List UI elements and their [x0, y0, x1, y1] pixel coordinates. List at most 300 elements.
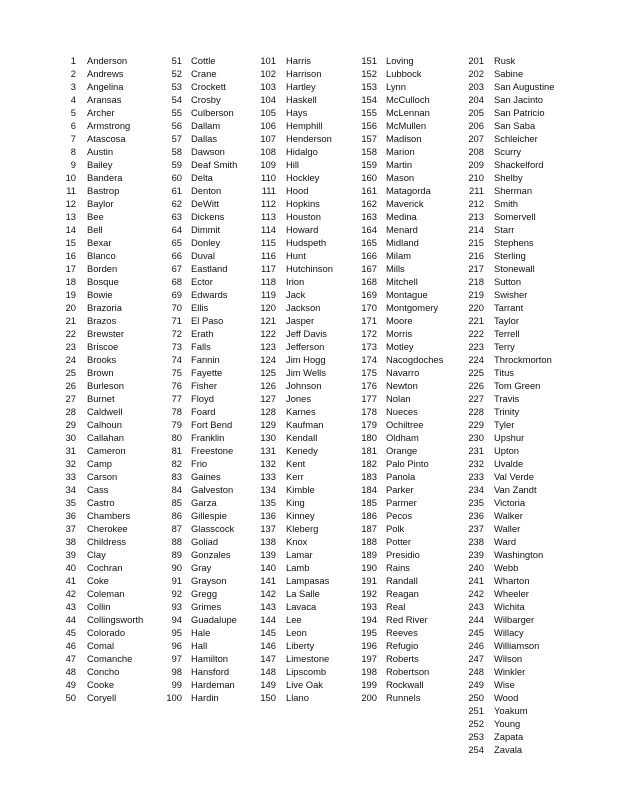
county-number: 126 [260, 380, 276, 391]
county-name: Jackson [286, 302, 321, 313]
county-number: 203 [468, 81, 484, 92]
county-name: San Augustine [494, 81, 555, 92]
county-name: Dimmit [191, 224, 221, 235]
county-number: 17 [65, 263, 76, 274]
county-number: 101 [260, 55, 276, 66]
county-number: 163 [361, 211, 377, 222]
county-number: 8 [70, 146, 76, 157]
county-name: Loving [386, 55, 414, 66]
county-number: 167 [361, 263, 377, 274]
county-number: 136 [260, 510, 276, 521]
county-number: 53 [171, 81, 182, 92]
county-name: Bailey [87, 159, 113, 170]
county-name: Camp [87, 458, 113, 469]
county-number: 175 [361, 367, 377, 378]
county-name: Wilson [494, 653, 523, 664]
county-name: Willacy [494, 627, 524, 638]
county-number: 48 [65, 666, 76, 677]
county-number: 231 [468, 445, 484, 456]
county-number: 254 [468, 744, 484, 755]
county-name: Parmer [386, 497, 417, 508]
county-number: 3 [70, 81, 76, 92]
county-name: Waller [494, 523, 521, 534]
county-number: 227 [468, 393, 484, 404]
county-name: Young [494, 718, 521, 729]
county-number: 106 [260, 120, 276, 131]
county-number: 158 [361, 146, 377, 157]
county-number: 151 [361, 55, 377, 66]
county-name: Kinney [286, 510, 315, 521]
county-number: 121 [260, 315, 276, 326]
county-name: Cochran [87, 562, 123, 573]
county-number: 162 [361, 198, 377, 209]
county-name: Medina [386, 211, 417, 222]
county-number: 68 [171, 276, 182, 287]
county-name: Mason [386, 172, 415, 183]
county-name: La Salle [286, 588, 320, 599]
county-name: Real [386, 601, 406, 612]
county-name: Kimble [286, 484, 315, 495]
county-name: Lynn [386, 81, 406, 92]
county-name: Brazos [87, 315, 117, 326]
county-number: 45 [65, 627, 76, 638]
county-name: Mitchell [386, 276, 418, 287]
county-number: 168 [361, 276, 377, 287]
county-name: Haskell [286, 94, 317, 105]
county-name: Winkler [494, 666, 526, 677]
county-number: 81 [171, 445, 182, 456]
county-number: 118 [261, 276, 276, 287]
county-name: Dawson [191, 146, 225, 157]
county-number: 198 [361, 666, 377, 677]
county-name: Collingsworth [87, 614, 144, 625]
county-number: 88 [171, 536, 182, 547]
county-name: Maverick [386, 198, 424, 209]
county-name: Oldham [386, 432, 419, 443]
county-name: Delta [191, 172, 213, 183]
county-name: Lavaca [286, 601, 317, 612]
county-name: Dickens [191, 211, 225, 222]
county-name: Zapata [494, 731, 524, 742]
county-number: 55 [171, 107, 182, 118]
county-number: 46 [65, 640, 76, 651]
county-name: Blanco [87, 250, 116, 261]
county-name: Wichita [494, 601, 525, 612]
county-number: 207 [468, 133, 484, 144]
county-number: 49 [65, 679, 76, 690]
county-number: 61 [171, 185, 182, 196]
county-name: Anderson [87, 55, 128, 66]
county-number: 211 [469, 185, 484, 196]
county-number: 226 [468, 380, 484, 391]
county-name: Scurry [494, 146, 522, 157]
county-number: 252 [468, 718, 484, 729]
county-number: 109 [260, 159, 276, 170]
county-number: 99 [171, 679, 182, 690]
county-number: 30 [65, 432, 76, 443]
county-number: 220 [468, 302, 484, 313]
county-number: 100 [166, 692, 182, 703]
county-name: Hardin [191, 692, 219, 703]
county-name: Erath [191, 328, 214, 339]
county-name: Hunt [286, 250, 306, 261]
county-number: 134 [260, 484, 276, 495]
county-name: Coryell [87, 692, 117, 703]
county-number: 202 [468, 68, 484, 79]
county-number: 192 [361, 588, 377, 599]
county-number: 213 [468, 211, 484, 222]
county-number: 131 [260, 445, 276, 456]
county-name: Brooks [87, 354, 117, 365]
county-number: 183 [361, 471, 377, 482]
county-number: 73 [171, 341, 182, 352]
county-number: 33 [65, 471, 76, 482]
county-number: 31 [65, 445, 76, 456]
county-name: Floyd [191, 393, 214, 404]
county-name: Bee [87, 211, 104, 222]
county-name: Nacogdoches [386, 354, 444, 365]
county-number: 197 [361, 653, 377, 664]
county-name: Lampasas [286, 575, 330, 586]
county-number: 65 [171, 237, 182, 248]
county-name: Comanche [87, 653, 133, 664]
county-name: Reagan [386, 588, 419, 599]
county-name: Jasper [286, 315, 315, 326]
county-number: 70 [171, 302, 182, 313]
county-name: Wise [494, 679, 515, 690]
county-name: Coke [87, 575, 109, 586]
county-name: Gregg [191, 588, 218, 599]
county-name: Brazoria [87, 302, 122, 313]
county-name: Knox [286, 536, 308, 547]
county-number: 181 [361, 445, 377, 456]
county-name: Karnes [286, 406, 316, 417]
county-number: 145 [260, 627, 276, 638]
county-name: DeWitt [191, 198, 220, 209]
county-name: Kent [286, 458, 306, 469]
county-number: 39 [65, 549, 76, 560]
county-number: 234 [468, 484, 484, 495]
county-number: 78 [171, 406, 182, 417]
county-name: Wharton [494, 575, 530, 586]
county-number: 23 [65, 341, 76, 352]
county-number: 159 [361, 159, 377, 170]
county-number: 138 [260, 536, 276, 547]
county-number: 241 [468, 575, 484, 586]
county-number: 193 [361, 601, 377, 612]
county-number: 216 [468, 250, 484, 261]
county-number: 194 [361, 614, 377, 625]
county-number: 58 [171, 146, 182, 157]
county-name: Motley [386, 341, 414, 352]
county-number: 246 [468, 640, 484, 651]
county-name: Houston [286, 211, 321, 222]
county-name: Hartley [286, 81, 316, 92]
county-name: Collin [87, 601, 111, 612]
county-name: Fort Bend [191, 419, 233, 430]
county-name: Zavala [494, 744, 523, 755]
county-number: 11 [66, 185, 76, 196]
county-number: 173 [361, 341, 377, 352]
county-name: Sabine [494, 68, 524, 79]
county-number: 10 [65, 172, 76, 183]
county-number: 201 [468, 55, 484, 66]
county-name: Van Zandt [494, 484, 537, 495]
county-number: 36 [65, 510, 76, 521]
county-name: Sherman [494, 185, 533, 196]
county-name: Jeff Davis [286, 328, 327, 339]
county-name: Crosby [191, 94, 221, 105]
county-number: 107 [260, 133, 276, 144]
county-name: Crane [191, 68, 217, 79]
county-number: 19 [65, 289, 76, 300]
county-name: Atascosa [87, 133, 126, 144]
county-name: Parker [386, 484, 414, 495]
county-number: 178 [361, 406, 377, 417]
county-name: Nolan [386, 393, 411, 404]
county-name: Angelina [87, 81, 124, 92]
county-name: Castro [87, 497, 115, 508]
county-number: 182 [361, 458, 377, 469]
county-name: Lamar [286, 549, 313, 560]
county-name: Gaines [191, 471, 221, 482]
county-name: Brown [87, 367, 114, 378]
county-number: 96 [171, 640, 182, 651]
county-name: Colorado [87, 627, 126, 638]
county-number: 222 [468, 328, 484, 339]
county-name: Mills [386, 263, 405, 274]
county-number: 103 [260, 81, 276, 92]
county-name: Uvalde [494, 458, 524, 469]
county-number: 251 [468, 705, 484, 716]
county-name: Cooke [87, 679, 115, 690]
county-name: Webb [494, 562, 519, 573]
county-name: Montgomery [386, 302, 439, 313]
county-name: Morris [386, 328, 413, 339]
county-name: Walker [494, 510, 523, 521]
county-name: Stonewall [494, 263, 535, 274]
county-number: 128 [260, 406, 276, 417]
county-number: 196 [361, 640, 377, 651]
county-name: San Patricio [494, 107, 545, 118]
county-name: Upton [494, 445, 520, 456]
county-name: Rains [386, 562, 410, 573]
county-number: 185 [361, 497, 377, 508]
county-name: Coleman [87, 588, 125, 599]
county-name: Dallas [191, 133, 218, 144]
county-number: 219 [468, 289, 484, 300]
county-name: Harrison [286, 68, 322, 79]
county-name: Brewster [87, 328, 124, 339]
county-number: 242 [468, 588, 484, 599]
county-number: 21 [65, 315, 76, 326]
county-number: 105 [260, 107, 276, 118]
county-name: Titus [494, 367, 514, 378]
county-name: Milam [386, 250, 411, 261]
county-name: Kaufman [286, 419, 324, 430]
county-number: 221 [468, 315, 484, 326]
county-number: 5 [70, 107, 76, 118]
county-number: 113 [261, 211, 276, 222]
county-name: Trinity [494, 406, 520, 417]
county-name: Howard [286, 224, 319, 235]
county-name: Swisher [494, 289, 528, 300]
county-number: 47 [65, 653, 76, 664]
county-name: Sutton [494, 276, 522, 287]
county-name: Gillespie [191, 510, 227, 521]
county-number: 238 [468, 536, 484, 547]
county-name: Cass [87, 484, 109, 495]
county-name: Concho [87, 666, 120, 677]
county-name: Victoria [494, 497, 526, 508]
county-name: Austin [87, 146, 114, 157]
county-number: 114 [261, 224, 276, 235]
county-number: 75 [171, 367, 182, 378]
county-number: 34 [65, 484, 76, 495]
county-number: 104 [260, 94, 276, 105]
county-name: Bowie [87, 289, 113, 300]
county-number: 129 [260, 419, 276, 430]
county-number: 150 [260, 692, 276, 703]
county-number: 54 [171, 94, 182, 105]
county-number: 108 [260, 146, 276, 157]
county-number: 243 [468, 601, 484, 612]
county-name: Johnson [286, 380, 322, 391]
county-name: Bell [87, 224, 103, 235]
county-name: McLennan [386, 107, 430, 118]
county-name: Kerr [286, 471, 304, 482]
county-name: King [286, 497, 305, 508]
county-name: Pecos [386, 510, 413, 521]
county-name: Lamb [286, 562, 310, 573]
county-number: 164 [361, 224, 377, 235]
county-number: 161 [361, 185, 377, 196]
county-name: Baylor [87, 198, 114, 209]
county-name: Aransas [87, 94, 122, 105]
county-number: 72 [171, 328, 182, 339]
county-number: 130 [260, 432, 276, 443]
county-number: 149 [260, 679, 276, 690]
county-name: Hall [191, 640, 208, 651]
county-number: 206 [468, 120, 484, 131]
county-number: 85 [171, 497, 182, 508]
county-number: 102 [260, 68, 276, 79]
county-number: 63 [171, 211, 182, 222]
county-number: 230 [468, 432, 484, 443]
county-number: 91 [171, 575, 182, 586]
county-number: 115 [261, 237, 276, 248]
county-number: 187 [361, 523, 377, 534]
county-number: 40 [65, 562, 76, 573]
county-name: Palo Pinto [386, 458, 429, 469]
county-name: Calhoun [87, 419, 122, 430]
county-name: Terry [494, 341, 515, 352]
county-name: Martin [386, 159, 413, 170]
county-name: Hood [286, 185, 309, 196]
county-name: Cameron [87, 445, 126, 456]
county-name: Kenedy [286, 445, 318, 456]
county-name: Borden [87, 263, 118, 274]
county-name: Fisher [191, 380, 218, 391]
county-name: Comal [87, 640, 115, 651]
county-name: Marion [386, 146, 415, 157]
county-name: Orange [386, 445, 418, 456]
county-number: 170 [361, 302, 377, 313]
county-name: Tyler [494, 419, 515, 430]
county-number: 13 [65, 211, 76, 222]
county-name: Washington [494, 549, 544, 560]
county-number: 60 [171, 172, 182, 183]
county-number: 29 [65, 419, 76, 430]
county-name: Crockett [191, 81, 226, 92]
county-number: 177 [361, 393, 377, 404]
county-number: 235 [468, 497, 484, 508]
county-name: Matagorda [386, 185, 431, 196]
county-number: 18 [65, 276, 76, 287]
county-number: 92 [171, 588, 182, 599]
county-number: 157 [361, 133, 377, 144]
county-number: 117 [261, 263, 276, 274]
county-name: Hidalgo [286, 146, 318, 157]
county-name: Callahan [87, 432, 125, 443]
county-number: 189 [361, 549, 377, 560]
county-name: Glasscock [191, 523, 235, 534]
county-number: 199 [361, 679, 377, 690]
county-number: 142 [260, 588, 276, 599]
county-number: 97 [171, 653, 182, 664]
county-number: 51 [171, 55, 182, 66]
county-name: Irion [286, 276, 305, 287]
county-name: Garza [191, 497, 217, 508]
county-number: 143 [260, 601, 276, 612]
county-number: 35 [65, 497, 76, 508]
county-number: 24 [65, 354, 76, 365]
county-number: 191 [361, 575, 377, 586]
county-name: Lee [286, 614, 302, 625]
county-name: Dallam [191, 120, 221, 131]
county-name: McMullen [386, 120, 427, 131]
county-number: 209 [468, 159, 484, 170]
county-number: 82 [171, 458, 182, 469]
county-number: 12 [65, 198, 76, 209]
county-number: 165 [361, 237, 377, 248]
county-name: Roberts [386, 653, 419, 664]
county-name: Henderson [286, 133, 332, 144]
county-number: 148 [260, 666, 276, 677]
county-name: Kleberg [286, 523, 319, 534]
county-number: 110 [261, 172, 276, 183]
county-name: Bandera [87, 172, 123, 183]
county-name: Leon [286, 627, 307, 638]
county-number: 27 [65, 393, 76, 404]
county-name: Rockwall [386, 679, 424, 690]
county-number: 137 [260, 523, 276, 534]
county-number: 26 [65, 380, 76, 391]
county-name: Newton [386, 380, 418, 391]
county-number: 180 [361, 432, 377, 443]
county-name: Culberson [191, 107, 234, 118]
county-number: 66 [171, 250, 182, 261]
county-name: San Saba [494, 120, 536, 131]
county-number: 98 [171, 666, 182, 677]
county-name: Starr [494, 224, 515, 235]
county-number: 176 [361, 380, 377, 391]
county-number: 248 [468, 666, 484, 677]
county-name: Wood [494, 692, 519, 703]
county-number: 56 [171, 120, 182, 131]
county-number: 250 [468, 692, 484, 703]
county-name: Falls [191, 341, 211, 352]
